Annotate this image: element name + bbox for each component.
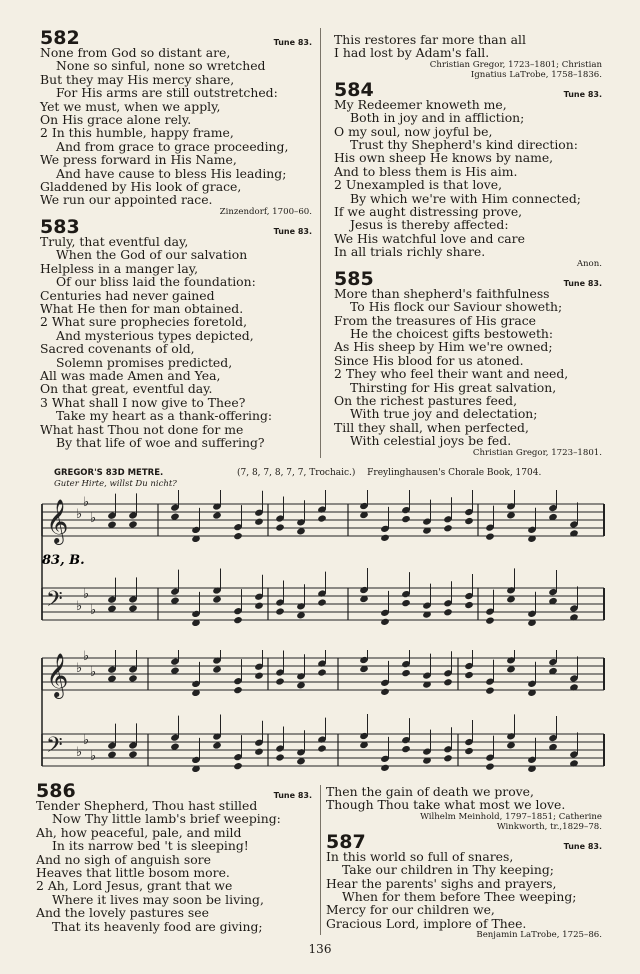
svg-text:𝄢: 𝄢 bbox=[46, 587, 63, 617]
verse-line: In all trials richly share. bbox=[334, 244, 486, 260]
verse-line: Then the gain of death we prove, bbox=[326, 784, 534, 799]
verse-line: 3 What shall I now give to Thee? bbox=[40, 394, 246, 410]
verse-line: We His watchful love and care bbox=[334, 230, 525, 246]
verse-line: And have cause to bless His leading; bbox=[56, 165, 287, 181]
verse-line: None so sinful, none so wretched bbox=[56, 58, 266, 74]
tune-label: Tune 83. bbox=[273, 226, 312, 236]
verse-line: What He then for man obtained. bbox=[40, 300, 244, 316]
tune-number-label: 83, B. bbox=[42, 553, 85, 568]
attribution-line: Wilhelm Meinhold, 1797–1851; Catherine bbox=[420, 811, 602, 822]
hymn-582-header bbox=[40, 28, 312, 48]
svg-text:♭: ♭ bbox=[90, 749, 97, 764]
verse-line: By that life of woe and suffering? bbox=[56, 434, 265, 450]
verse-line: In this world so full of snares, bbox=[326, 848, 514, 864]
tune-label: Tune 83. bbox=[273, 38, 312, 47]
attribution-line: Benjamin LaTrobe, 1725–86. bbox=[476, 930, 602, 941]
verse-line: Gracious Lord, implore of Thee. bbox=[326, 915, 527, 931]
hymn-587-attribution bbox=[326, 930, 602, 940]
hymn-582-attribution bbox=[40, 207, 312, 217]
verse-line: 2 In this humble, happy frame, bbox=[40, 125, 234, 141]
verse-line: Trust thy Shepherd's kind direction: bbox=[350, 137, 578, 153]
verse-line: Solemn promises predicted, bbox=[56, 354, 233, 370]
verse-line: All was made Amen and Yea, bbox=[40, 367, 221, 383]
hymn-586-text bbox=[36, 799, 312, 933]
hymn-number: 582 bbox=[40, 27, 80, 49]
hymn-number: 584 bbox=[334, 78, 374, 101]
verse-line: O my soul, now joyful be, bbox=[334, 123, 493, 139]
tune-heading bbox=[54, 468, 614, 490]
svg-text:♭: ♭ bbox=[83, 587, 90, 602]
verse-line: Thirsting for His great salvation, bbox=[350, 379, 557, 395]
verse-line: Take our children in Thy keeping; bbox=[342, 862, 554, 878]
svg-text:♭: ♭ bbox=[76, 661, 83, 676]
verse-line: More than shepherd's faithfulness bbox=[334, 285, 550, 301]
attribution-line: Winkworth, tr.,1829–78. bbox=[496, 821, 602, 832]
music-system-2 bbox=[38, 650, 608, 780]
verse-line: His own sheep He knows by name, bbox=[334, 150, 554, 166]
verse-line: Centuries had never gained bbox=[40, 287, 215, 303]
svg-text:♭: ♭ bbox=[83, 495, 90, 510]
verse-line: And no sigh of anguish sore bbox=[36, 851, 211, 867]
svg-text:♭: ♭ bbox=[76, 745, 83, 760]
svg-text:♭: ♭ bbox=[90, 511, 97, 526]
staff-bass-2 bbox=[42, 714, 604, 773]
attribution-line: Anon. bbox=[576, 258, 602, 269]
svg-text:♭: ♭ bbox=[90, 665, 97, 680]
hymn-584-text bbox=[334, 98, 602, 259]
verse-line: 2 Ah, Lord Jesus, grant that we bbox=[36, 878, 233, 894]
verse-line: Yet we must, when we apply, bbox=[40, 98, 221, 114]
hymn-585-header bbox=[334, 269, 602, 289]
tune-label: Tune 83. bbox=[273, 791, 312, 800]
verse-line: When for them before Thee weeping; bbox=[342, 889, 577, 905]
hymn-583-attribution bbox=[334, 60, 602, 80]
hymn-584-header bbox=[334, 80, 602, 100]
verse-line: Heaves that little bosom more. bbox=[36, 865, 230, 881]
verse-line: Jesus is thereby affected: bbox=[350, 217, 509, 233]
hymn-number: 586 bbox=[36, 780, 76, 802]
hymn-586-header bbox=[36, 781, 312, 801]
hymn-585-attribution bbox=[334, 448, 602, 458]
verse-line: Since His blood for us atoned. bbox=[334, 352, 524, 368]
verse-line: He the choicest gifts bestoweth: bbox=[350, 325, 554, 341]
verse-line: Hear the parents' sighs and prayers, bbox=[326, 875, 557, 891]
hymn-587-text bbox=[326, 850, 602, 930]
svg-text:𝄞: 𝄞 bbox=[46, 653, 69, 697]
attribution-line: Christian Gregor, 1723–1801; Christian bbox=[429, 59, 602, 70]
tune-source: Freylinghausen's Chorale Book, 1704. bbox=[367, 468, 542, 478]
tune-subtitle: Guter Hirte, willst Du nicht? bbox=[54, 479, 177, 489]
verse-line: Helpless in a manger lay, bbox=[40, 260, 199, 276]
verse-line: As His sheep by Him we're owned; bbox=[334, 339, 553, 355]
hymn-583-text bbox=[40, 235, 312, 450]
hymn-number: 587 bbox=[326, 830, 366, 853]
right-column-bottom bbox=[326, 785, 602, 940]
verse-line: Ah, how peaceful, pale, and mild bbox=[36, 824, 242, 840]
svg-text:♭: ♭ bbox=[76, 599, 83, 614]
tune-label: Tune 83. bbox=[563, 89, 602, 99]
verse-line: I had lost by Adam's fall. bbox=[334, 45, 490, 61]
tune-meter: (7, 8, 7, 8, 7, 7, Trochaic.) bbox=[237, 468, 356, 478]
attribution-line: Christian Gregor, 1723–1801. bbox=[472, 447, 602, 458]
verse-line: Truly, that eventful day, bbox=[40, 233, 189, 249]
hymn-number: 585 bbox=[334, 267, 374, 290]
verse-line: But they may His mercy share, bbox=[40, 71, 235, 87]
svg-text:♭: ♭ bbox=[83, 650, 90, 664]
verse-line: When the God of our salvation bbox=[56, 247, 248, 263]
tune-label: Tune 83. bbox=[563, 841, 602, 851]
hymn-585-text bbox=[334, 287, 602, 448]
verse-line: From the treasures of His grace bbox=[334, 312, 536, 328]
verse-line: Where it lives may soon be living, bbox=[52, 891, 264, 907]
svg-text:𝄢: 𝄢 bbox=[46, 733, 63, 763]
hymn-number: 583 bbox=[40, 215, 80, 238]
column-divider bbox=[320, 28, 321, 458]
verse-line: If we aught distressing prove, bbox=[334, 204, 523, 220]
verse-line: And the lovely pastures see bbox=[36, 905, 209, 921]
hymn-583-header bbox=[40, 217, 312, 237]
tune-label: Tune 83. bbox=[563, 278, 602, 288]
verse-line: Though Thou take what most we love. bbox=[326, 797, 566, 813]
verse-line: 2 They who feel their want and need, bbox=[334, 366, 569, 382]
attribution-line: Ignatius LaTrobe, 1758–1836. bbox=[470, 69, 602, 80]
svg-text:♭: ♭ bbox=[90, 603, 97, 618]
verse-line: For His arms are still outstretched: bbox=[56, 85, 278, 101]
hymn-582-text bbox=[40, 46, 312, 207]
verse-line: Both in joy and in affliction; bbox=[350, 110, 525, 126]
verse-line: By which we're with Him connected; bbox=[350, 190, 581, 206]
verse-line: That its heavenly food are giving; bbox=[52, 918, 263, 934]
svg-text:♭: ♭ bbox=[76, 507, 83, 522]
verse-line: Take my heart as a thank-offering: bbox=[56, 408, 273, 424]
svg-text:♭: ♭ bbox=[83, 733, 90, 748]
verse-line: None from God so distant are, bbox=[40, 45, 231, 60]
verse-line: And from grace to grace proceeding, bbox=[56, 138, 289, 154]
verse-line: And mysterious types depicted, bbox=[56, 327, 254, 343]
verse-line: Till they shall, when perfected, bbox=[334, 419, 529, 435]
verse-line: On His grace alone rely. bbox=[40, 112, 192, 128]
verse-line: Tender Shepherd, Thou hast stilled bbox=[36, 798, 258, 813]
verse-line: With true joy and delectation; bbox=[350, 406, 538, 422]
verse-line: On the richest pastures feed, bbox=[334, 392, 518, 408]
verse-line: 2 Unexampled is that love, bbox=[334, 177, 503, 193]
left-column-top bbox=[40, 28, 312, 449]
staff-bass-1 bbox=[42, 568, 604, 627]
verse-line: With celestial joys be fed. bbox=[350, 433, 512, 449]
hymn-584-attribution bbox=[334, 259, 602, 269]
verse-line: Sacred covenants of old, bbox=[40, 341, 195, 357]
hymn-586-attribution bbox=[326, 812, 602, 832]
verse-line: Gladdened by His look of grace, bbox=[40, 179, 242, 195]
hymn-587-header bbox=[326, 832, 602, 852]
right-column-top bbox=[334, 33, 602, 458]
page-number: 136 bbox=[308, 942, 332, 956]
music-system-1 bbox=[38, 490, 608, 640]
attribution-line: Zinzendorf, 1700–60. bbox=[219, 206, 312, 217]
verse-line: We run our appointed race. bbox=[40, 192, 213, 208]
verse-line: My Redeemer knoweth me, bbox=[334, 96, 507, 112]
verse-line: In its narrow bed 't is sleeping! bbox=[52, 838, 249, 854]
verse-line: What hast Thou not done for me bbox=[40, 421, 244, 437]
verse-line: We press forward in His Name, bbox=[40, 152, 237, 168]
svg-text:𝄞: 𝄞 bbox=[46, 499, 69, 543]
verse-line: This restores far more than all bbox=[334, 32, 526, 47]
hymn-583-continued bbox=[334, 33, 602, 60]
column-divider-bottom bbox=[320, 785, 321, 935]
verse-line: Now Thy little lamb's brief weeping: bbox=[52, 811, 281, 827]
verse-line: On that great, eventful day. bbox=[40, 381, 213, 397]
verse-line: To His flock our Saviour showeth; bbox=[350, 299, 563, 315]
verse-line: Mercy for our children we, bbox=[326, 902, 495, 918]
verse-line: Of our bliss laid the foundation: bbox=[56, 274, 256, 290]
tune-name: GREGOR'S 83D METRE. bbox=[54, 468, 164, 478]
verse-line: 2 What sure prophecies foretold, bbox=[40, 314, 248, 330]
hymn-586-continued bbox=[326, 785, 602, 812]
verse-line: And to bless them is His aim. bbox=[334, 163, 518, 179]
left-column-bottom bbox=[36, 781, 312, 933]
